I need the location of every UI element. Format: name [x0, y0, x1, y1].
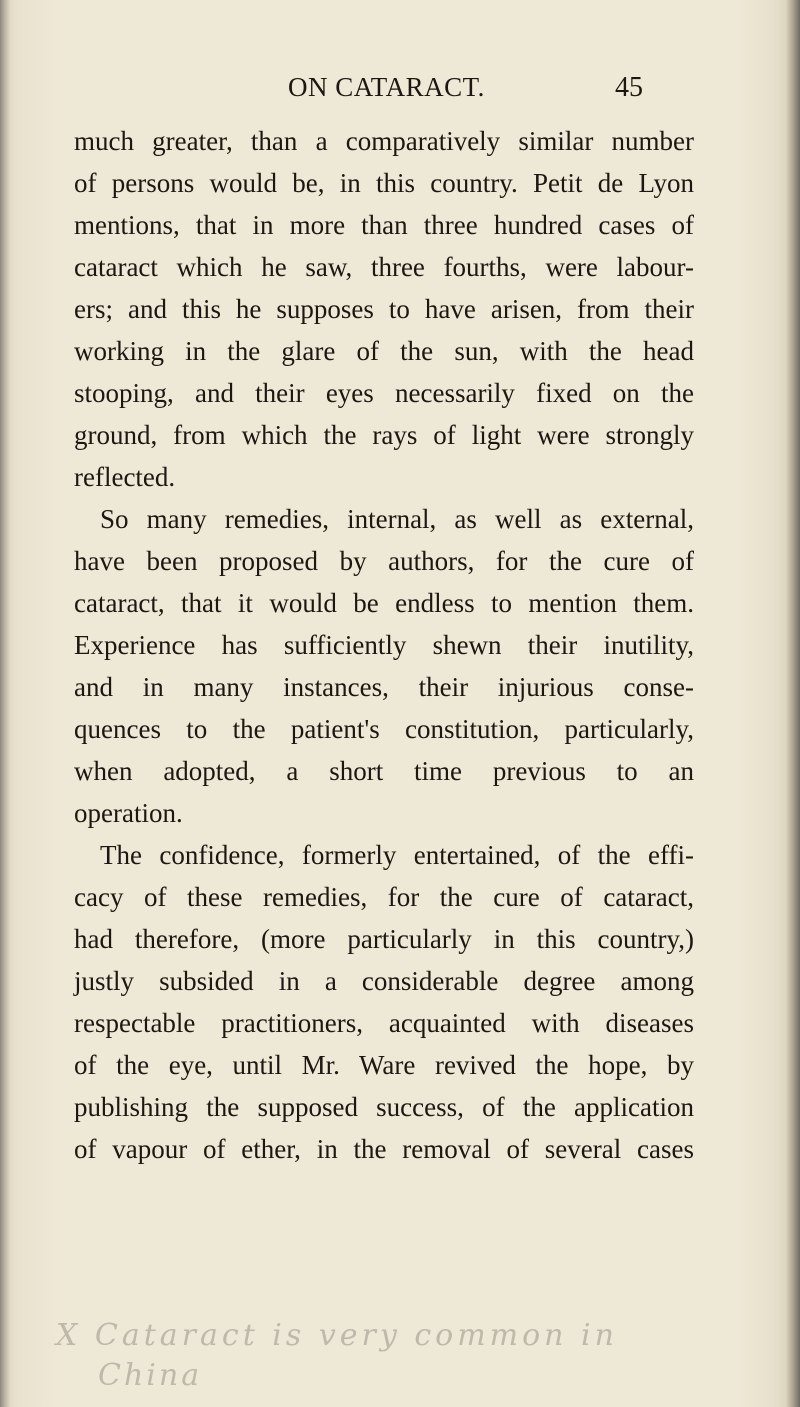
- text-line: So many remedies, internal, as well as external,: [100, 504, 694, 534]
- text-line: reflected.: [74, 462, 176, 492]
- text-line: justly subsided in a considerable degree among: [74, 966, 694, 996]
- text-line: operation.: [74, 798, 183, 828]
- text-line: The confidence, formerly entertained, of the effi-: [100, 840, 694, 870]
- running-title: ON CATARACT.: [288, 72, 485, 102]
- text-line: and in many instances, their injurious conse-: [74, 672, 694, 702]
- text-line: working in the glare of the sun, with the head: [74, 336, 694, 366]
- text-line: had therefore, (more particularly in this country,): [74, 924, 694, 954]
- text-line: Experience has sufficiently shewn their inutility,: [74, 630, 694, 660]
- text-line: when adopted, a short time previous to an: [74, 756, 694, 786]
- text-line: quences to the patient's constitution, particularly,: [74, 714, 694, 744]
- annotation-line: X Cataract is very common in: [56, 1318, 618, 1353]
- text-line: cataract, that it would be endless to mention them.: [74, 588, 694, 618]
- text-line: cataract which he saw, three fourths, were labour-: [74, 252, 694, 282]
- text-line: respectable practitioners, acquainted with diseases: [74, 1008, 694, 1038]
- page-right-edge-shadow: [786, 0, 800, 1407]
- text-line: publishing the supposed success, of the application: [74, 1092, 694, 1122]
- text-line: have been proposed by authors, for the cure of: [74, 546, 694, 576]
- page-header: [0, 72, 800, 112]
- page-left-edge-shadow: [0, 0, 10, 1407]
- text-line: of the eye, until Mr. Ware revived the hope, by: [74, 1050, 694, 1080]
- annotation-line: China: [98, 1358, 203, 1393]
- text-line: stooping, and their eyes necessarily fixed on the: [74, 378, 694, 408]
- text-line: of persons would be, in this country. Petit de Lyon: [74, 168, 694, 198]
- text-line: ers; and this he supposes to have arisen, from their: [74, 294, 694, 324]
- page-number: 45: [615, 72, 643, 103]
- text-line: cacy of these remedies, for the cure of cataract,: [74, 882, 694, 912]
- text-line: mentions, that in more than three hundred cases of: [74, 210, 694, 240]
- text-line: of vapour of ether, in the removal of several cases: [74, 1134, 694, 1164]
- text-line: much greater, than a comparatively similar number: [74, 126, 694, 156]
- text-line: ground, from which the rays of light were strongly: [74, 420, 694, 450]
